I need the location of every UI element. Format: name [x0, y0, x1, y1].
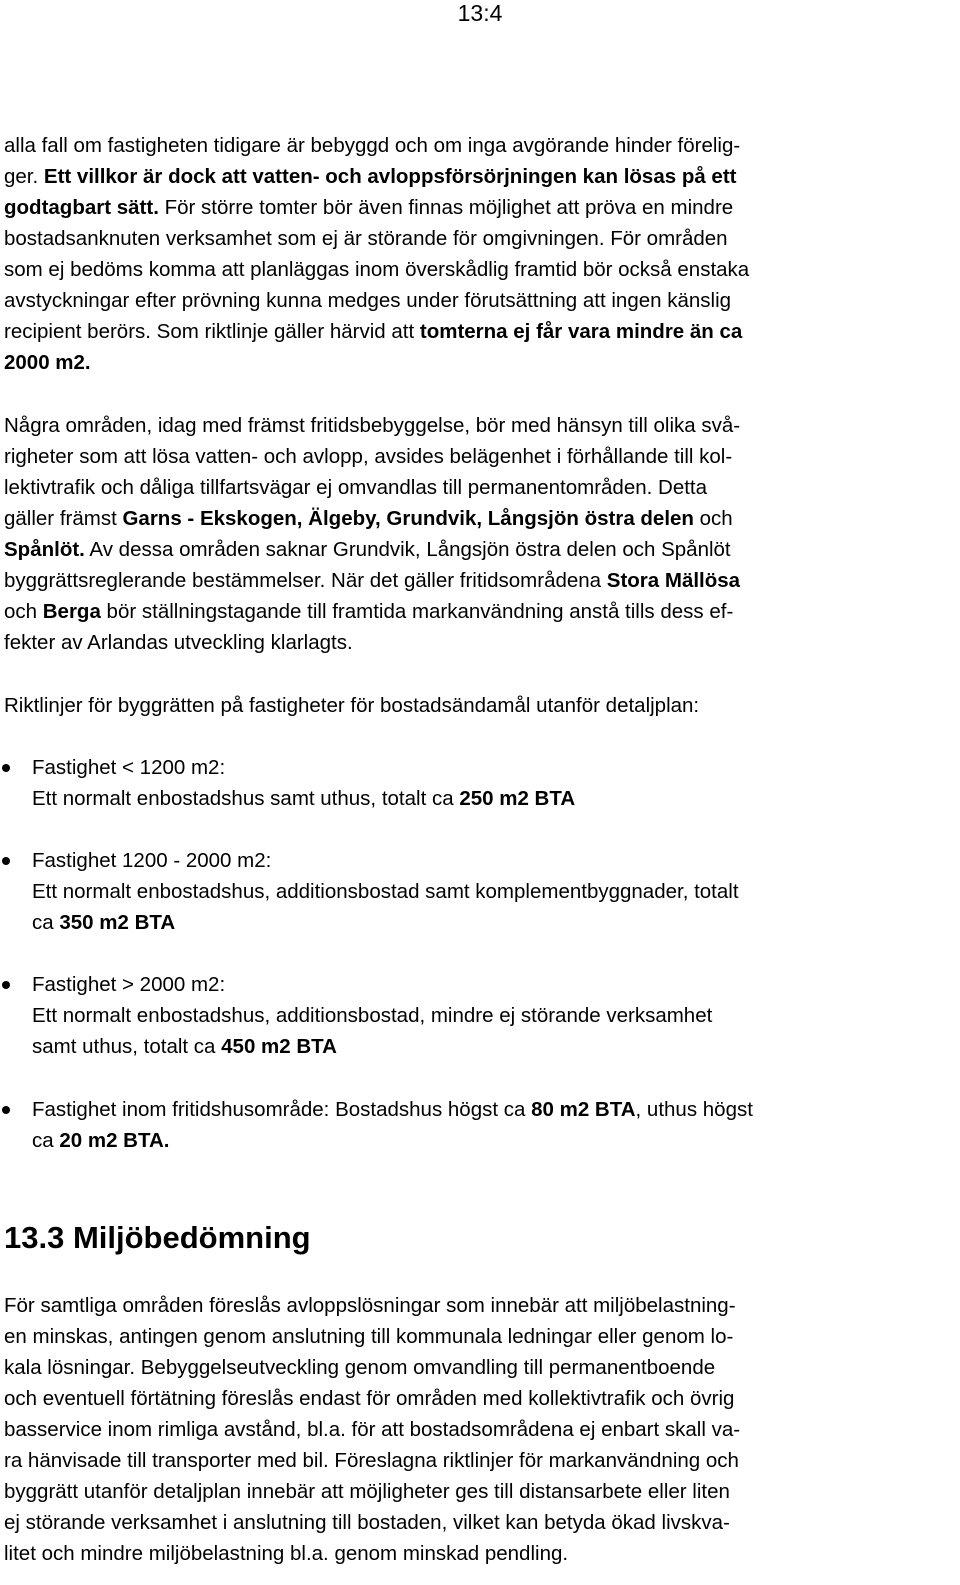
text-line	[4, 130, 749, 161]
text-run: avstyckningar efter prövning kunna medges under förutsättning att ingen känslig	[4, 289, 732, 312]
bold-text: 350 m2 BTA	[59, 911, 176, 934]
bold-text: Garns - Ekskogen, Älgeby, Grundvik, Långsjön östra delen	[122, 507, 694, 530]
text-run: byggrättsreglerande bestämmelser. När det gäller fritidsområdena	[4, 569, 607, 592]
bold-text: Ett villkor är dock att vatten- och avloppsförsörjningen kan lösas på ett	[43, 165, 737, 188]
text-line	[32, 969, 712, 1000]
list-item-text	[32, 1094, 753, 1156]
text-run: Ett normalt enbostadshus, additionsbostad, mindre ej störande verksamhet	[32, 1004, 713, 1027]
text-line	[32, 845, 739, 876]
bold-text: Stora Mällösa	[606, 569, 741, 592]
text-run: ger.	[4, 165, 44, 188]
text-line	[4, 1321, 740, 1352]
list-item-text	[32, 845, 739, 938]
text-line	[4, 410, 740, 441]
bold-text: godtagbart sätt.	[4, 196, 159, 219]
bold-text: Berga	[42, 600, 101, 623]
text-line	[32, 1031, 712, 1062]
text-run: lektivtrafik och dåliga tillfartsvägar ej omvandlas till permanentområden. Detta	[4, 476, 708, 499]
text-line	[4, 534, 740, 565]
text-line	[4, 316, 749, 347]
text-run: Fastighet < 1200 m2:	[32, 756, 226, 779]
bold-text: tomterna ej får vara mindre än ca	[419, 320, 743, 343]
bold-text: 20 m2 BTA.	[59, 1129, 170, 1152]
bold-text: 2000 m2.	[4, 351, 91, 374]
text-run: Fastighet 1200 - 2000 m2:	[32, 849, 272, 872]
text-run: basservice inom rimliga avstånd, bl.a. för att bostadsområdena ej enbart skall va-	[4, 1418, 741, 1441]
text-line	[4, 627, 740, 658]
text-line	[32, 876, 739, 907]
text-run: ra hänvisade till transporter med bil. Föreslagna riktlinjer för markanvändning och	[4, 1449, 739, 1472]
paragraph-dispensation	[4, 130, 749, 378]
text-run: fekter av Arlandas utveckling klarlagts.	[4, 631, 353, 654]
bullet-icon	[2, 1106, 10, 1114]
text-run: bostadsanknuten verksamhet som ej är störande för omgivningen. För områden	[4, 227, 728, 250]
text-run: byggrätt utanför detaljplan innebär att möjligheter ges till distansarbete eller liten	[4, 1480, 730, 1503]
bold-text: 250 m2 BTA	[459, 787, 576, 810]
text-line	[32, 1000, 712, 1031]
paragraph-environment-assessment	[4, 1290, 740, 1569]
text-line	[4, 347, 749, 378]
text-run: Fastighet > 2000 m2:	[32, 973, 226, 996]
text-line	[4, 1507, 740, 1538]
text-run: Riktlinjer för byggrätten på fastigheter för bostadsändamål utanför detaljplan:	[4, 694, 700, 717]
text-run: ej störande verksamhet i anslutning till bostaden, vilket kan betyda ökad livskva-	[4, 1511, 730, 1534]
text-run: kala lösningar. Bebyggelseutveckling genom omvandling till permanentboende	[4, 1356, 716, 1379]
text-line	[4, 441, 740, 472]
bold-text: 80 m2 BTA	[531, 1098, 636, 1121]
text-run: och	[693, 507, 733, 530]
text-run: bör ställningstagande till framtida markanvändning anstå tills dess ef-	[100, 600, 734, 623]
text-line	[32, 752, 575, 783]
text-run: Ett normalt enbostadshus samt uthus, totalt ca	[32, 787, 460, 810]
text-run: , uthus högst	[635, 1098, 753, 1121]
text-run: samt uthus, totalt ca	[32, 1035, 222, 1058]
text-run: Ett normalt enbostadshus, additionsbostad samt komplementbyggnader, totalt	[32, 880, 739, 903]
text-run: och eventuell förtätning föreslås endast för områden med kollektivtrafik och övrig	[4, 1387, 735, 1410]
text-line	[4, 254, 749, 285]
text-line	[4, 161, 749, 192]
paragraph-leisure-areas	[4, 410, 740, 658]
text-run: alla fall om fastigheten tidigare är bebyggd och om inga avgörande hinder förelig-	[4, 134, 741, 157]
text-run: en minskas, antingen genom anslutning till kommunala ledningar eller genom lo-	[4, 1325, 734, 1348]
text-line	[4, 1414, 740, 1445]
text-line	[4, 690, 699, 721]
bullet-icon	[2, 764, 10, 772]
bullet-icon	[2, 981, 10, 989]
text-line	[4, 192, 749, 223]
text-run: som ej bedöms komma att planläggas inom överskådlig framtid bör också enstaka	[4, 258, 750, 281]
text-run: För större tomter bör även finnas möjlighet att pröva en mindre	[158, 196, 734, 219]
text-line	[4, 1383, 740, 1414]
bullet-icon	[2, 857, 10, 865]
text-line	[4, 1290, 740, 1321]
text-line	[32, 1094, 753, 1125]
text-run: För samtliga områden föreslås avloppslösningar som innebär att miljöbelastning-	[4, 1294, 736, 1317]
list-item-text	[32, 969, 712, 1062]
text-line	[4, 285, 749, 316]
page-number: 13:4	[457, 0, 503, 26]
text-line	[4, 472, 740, 503]
text-line	[4, 503, 740, 534]
text-line	[32, 907, 739, 938]
text-line	[4, 1445, 740, 1476]
text-line	[4, 1538, 740, 1569]
bold-text: 450 m2 BTA	[221, 1035, 337, 1058]
text-line	[4, 1352, 740, 1383]
paragraph-guidelines-intro	[4, 690, 699, 721]
text-line	[4, 596, 740, 627]
text-line	[4, 1476, 740, 1507]
text-run: ca	[32, 911, 60, 934]
text-run: righeter som att lösa vatten- och avlopp, avsides belägenhet i förhållande till kol-	[4, 445, 733, 468]
text-line	[32, 783, 575, 814]
text-line	[32, 1125, 753, 1156]
section-heading: 13.3 Miljöbedömning	[4, 1220, 311, 1255]
bold-text: Spånlöt.	[4, 538, 85, 561]
text-run: litet och mindre miljöbelastning bl.a. genom minskad pendling.	[4, 1542, 569, 1565]
text-run: och	[4, 600, 43, 623]
text-line	[4, 565, 740, 596]
text-run: Fastighet inom fritidshusområde: Bostadshus högst ca	[32, 1098, 532, 1121]
text-run: Några områden, idag med främst fritidsbebyggelse, bör med hänsyn till olika svå-	[4, 414, 741, 437]
text-line	[4, 223, 749, 254]
text-run: recipient berörs. Som riktlinje gäller härvid att	[4, 320, 420, 343]
list-item-text	[32, 752, 575, 814]
text-run: Av dessa områden saknar Grundvik, Långsjön östra delen och Spånlöt	[84, 538, 731, 561]
text-run: gäller främst	[4, 507, 123, 530]
text-run: ca	[32, 1129, 60, 1152]
